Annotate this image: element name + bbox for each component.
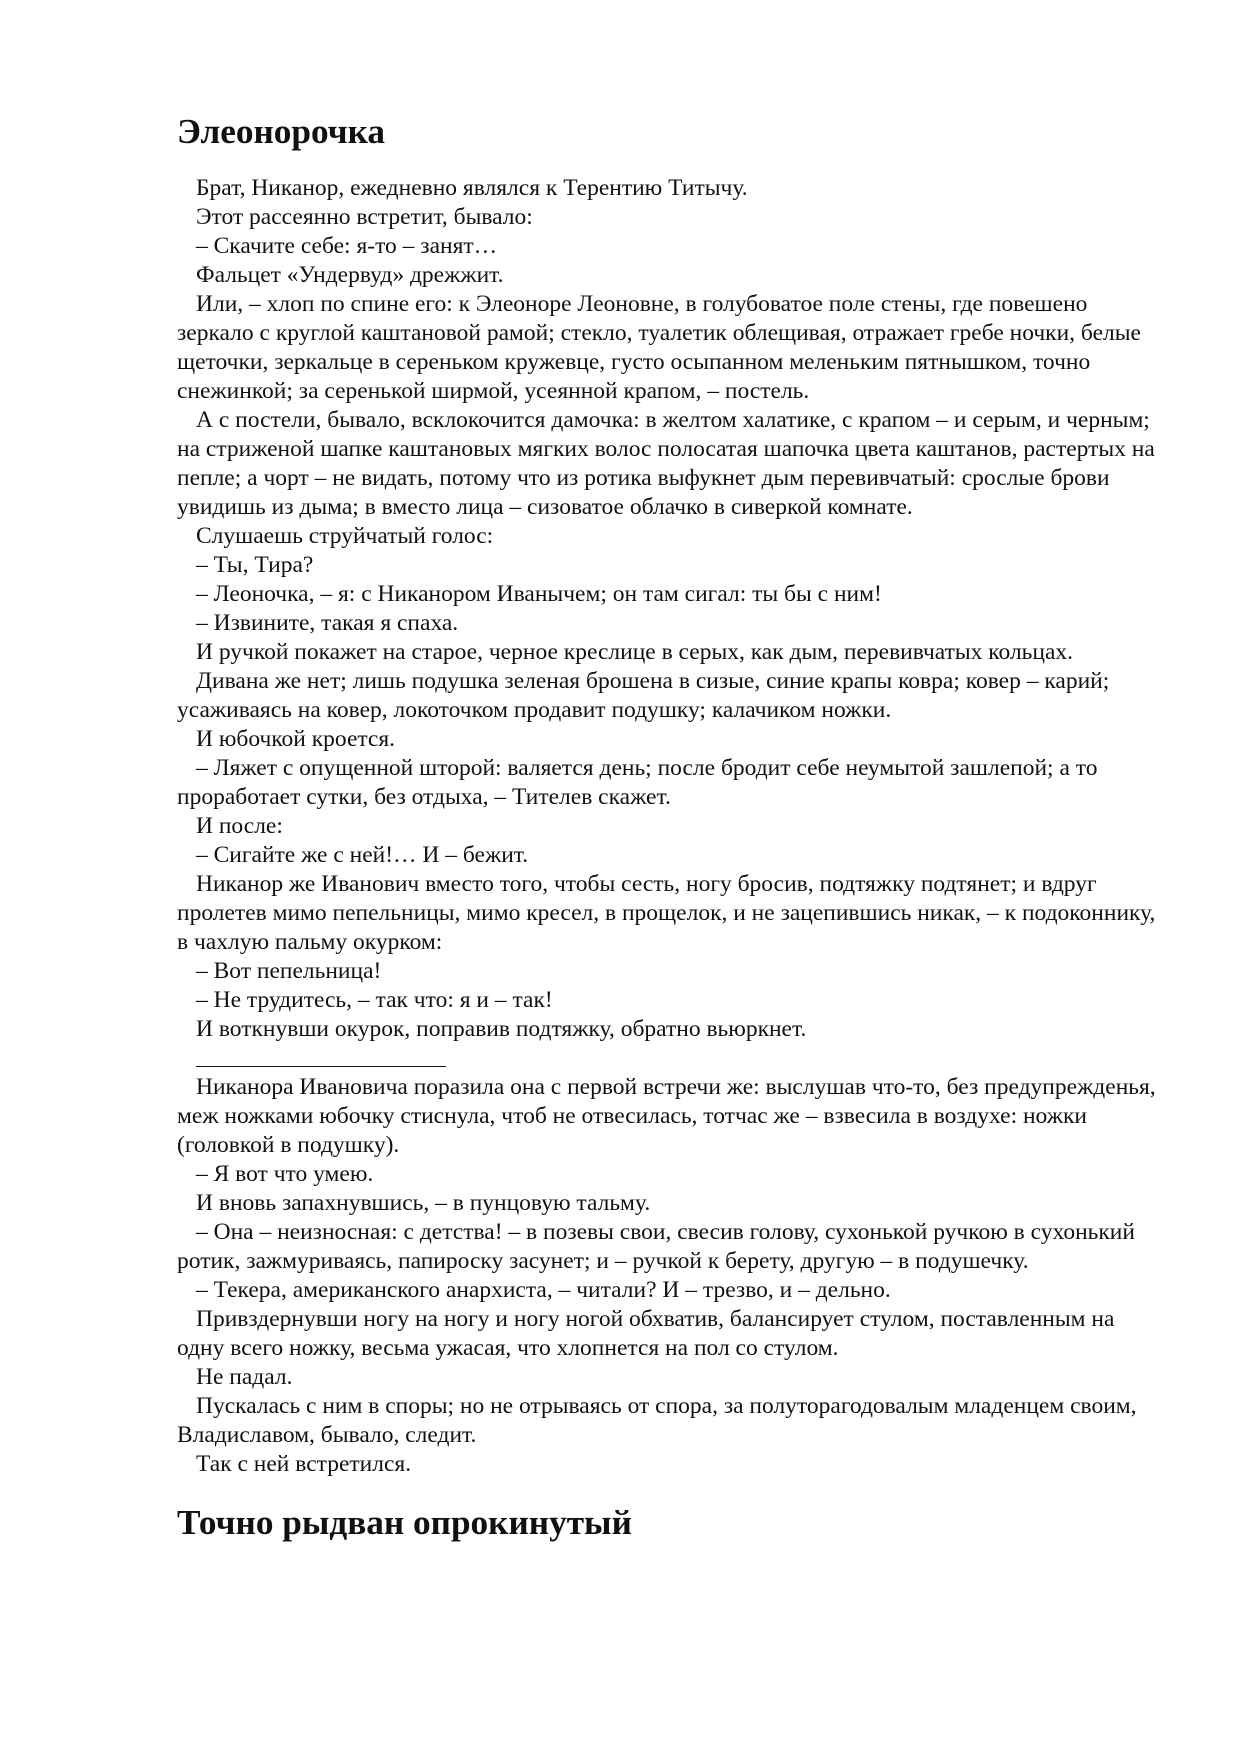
paragraph: – Леоночка, – я: с Никанором Иванычем; он там сигал: ты бы с ним! — [196, 581, 882, 607]
paragraph: Пускалась с ним в споры; но не отрываясь от спора, за полуторагодовалым младенцем своим, Владиславом, бывало, следит. — [177, 1393, 1137, 1448]
paragraph: И вновь запахнувшись, – в пунцовую тальму. — [196, 1190, 651, 1216]
paragraph: Фальцет «Ундервуд» дрежжит. — [196, 262, 504, 288]
paragraph: Привздернувши ногу на ногу и ногу ногой обхватив, балансирует стулом, поставленным на одну всего ножку, весьма ужасая, что хлопнется на пол со стулом. — [177, 1306, 1115, 1361]
paragraph: И воткнувши окурок, поправив подтяжку, обратно вьюркнет. — [196, 1016, 807, 1042]
paragraph: Так с ней встретился. — [196, 1451, 412, 1477]
paragraph: – Она – неизносная: с детства! – в позевы свои, свесив голову, сухонькой ручкою в сухонький ротик, зажмуриваясь, папироску засунет; и – ручкой к берету, другую – в подушечку. — [177, 1219, 1135, 1274]
paragraph: – Вот пепельница! — [196, 958, 382, 984]
paragraph: – Скачите себе: я-то – занят… — [196, 233, 498, 259]
paragraph: – Извините, такая я спаха. — [196, 610, 459, 636]
section-divider — [196, 1044, 1157, 1073]
paragraph: А с постели, бывало, всклокочится дамочка: в желтом халатике, с крапом – и серым, и черным; на стриженой шапке каштановых мягких волос полосатая шапочка цвета каштанов, растертых на пепле; а чорт – не видать, потому что из ротика выфукнет дым перевивчатый: срослые брови увидишь из дыма; в вместо лица – сизоватое облачко в сиверкой комнате. — [177, 407, 1155, 520]
section-title-eleonorochka: Элеонорочка — [177, 112, 386, 151]
divider-line — [196, 1066, 446, 1067]
paragraph: – Я вот что умею. — [196, 1161, 374, 1187]
paragraph: Слушаешь струйчатый голос: — [196, 523, 494, 549]
paragraph: – Ляжет с опущенной шторой: валяется день; после бродит себе неумытой зашлепой; а то проработает сутки, без отдыха, – Тителев скажет. — [177, 755, 1098, 810]
paragraph: И ручкой покажет на старое, черное креслице в серых, как дым, перевивчатых кольцах. — [196, 639, 1074, 665]
paragraph: Или, – хлоп по спине его: к Элеоноре Леоновне, в голубоватое поле стены, где повешено зеркало с круглой каштановой рамой; стекло, туалетик облещивая, отражает гребе ночки, белые щеточки, зеркальце в сереньком кружевце, густо осыпанном меленьким пятнышком, точно снежинкой; за серенькой ширмой, усеянной крапом, – постель. — [177, 291, 1141, 404]
paragraph: Никанора Ивановича поразила она с первой встречи же: выслушав что-то, без предупрежденья, меж ножками юбочку стиснула, чтоб не отвесилась, тотчас же – взвесила в воздухе: ножки (головкой в подушку). — [177, 1074, 1156, 1158]
paragraph: Брат, Никанор, ежедневно являлся к Терентию Титычу. — [196, 175, 748, 201]
paragraph: Дивана же нет; лишь подушка зеленая брошена в сизые, синие крапы ковра; ковер – карий; усаживаясь на ковер, локоточком продавит подушку; калачиком ножки. — [177, 668, 1110, 723]
paragraph: Никанор же Иванович вместо того, чтобы сесть, ногу бросив, подтяжку подтянет; и вдруг пролетев мимо пепельницы, мимо кресел, в прощелок, и не зацепившись никак, – к подоконнику, в чахлую пальму окурком: — [177, 871, 1156, 955]
paragraph: Этот рассеянно встретит, бывало: — [196, 204, 533, 230]
paragraph: Не падал. — [196, 1364, 293, 1390]
paragraph: – Сигайте же с ней!… И – бежит. — [196, 842, 529, 868]
document-body — [177, 112, 1157, 1542]
paragraph: – Ты, Тира? — [196, 552, 314, 578]
paragraph: – Текера, американского анархиста, – читали? И – трезво, и – дельно. — [196, 1277, 891, 1303]
paragraph: – Не трудитесь, – так что: я и – так! — [196, 987, 553, 1013]
section-title-rydvan: Точно рыдван опрокинутый — [177, 1503, 632, 1542]
paragraph: И после: — [196, 813, 283, 839]
paragraph: И юбочкой кроется. — [196, 726, 396, 752]
